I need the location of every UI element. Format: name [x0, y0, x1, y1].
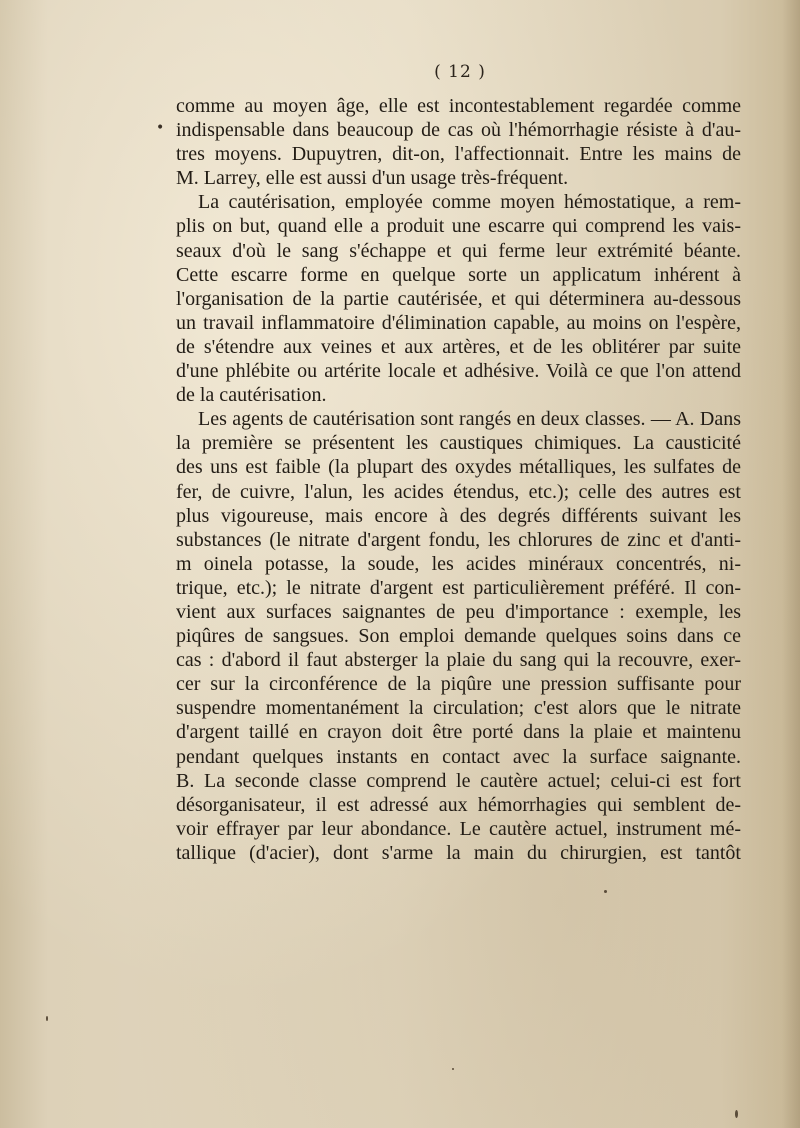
text-line: substances (le nitrate d'argent fondu, les chlorures de zinc et d'anti- — [176, 528, 741, 551]
text-line: voir effrayer par leur abondance. Le cautère actuel, instrument mé- — [176, 817, 741, 840]
text-line: comme au moyen âge, elle est incontestablement regardée comme — [176, 95, 741, 117]
text-line: La cautérisation, employée comme moyen hémostatique, a rem- — [198, 191, 741, 214]
text-line: l'organisation de la partie cautérisée, et qui déterminera au-dessous — [176, 287, 741, 310]
text-line: seaux d'où le sang s'échappe et qui ferme leur extrémité béante. — [176, 239, 741, 262]
text-line: pendant quelques instants en contact avec la surface saignante. — [176, 745, 741, 768]
paper-speck — [46, 1016, 48, 1021]
page-number: ( 12 ) — [434, 62, 486, 82]
text-line: plis on but, quand elle a produit une escarre qui comprend les vais- — [176, 215, 741, 238]
text-line: d'une phlébite ou artérite locale et adhésive. Voilà ce que l'on attend — [176, 360, 741, 383]
text-line: B. La seconde classe comprend le cautère actuel; celui-ci est fort — [176, 769, 741, 792]
paper-speck — [604, 890, 607, 893]
text-line: d'argent taillé en crayon doit être porté dans la plaie et maintenu — [176, 721, 741, 744]
paper-speck — [452, 1068, 454, 1070]
text-line: des uns est faible (la plupart des oxydes métalliques, les sulfates de — [176, 456, 741, 479]
text-line: désorganisateur, il est adressé aux hémorrhagies qui semblent de- — [176, 793, 741, 816]
text-line: cas : d'abord il faut absterger la plaie du sang qui la recouvre, exer- — [176, 649, 741, 672]
text-line: de s'étendre aux veines et aux artères, et de les oblitérer par suite — [176, 335, 741, 358]
page-edge-shadow — [782, 0, 800, 1128]
text-line: la première se présentent les caustiques chimiques. La causticité — [176, 432, 741, 455]
text-line: tres moyens. Dupuytren, dit-on, l'affectionnait. Entre les mains de — [176, 143, 741, 166]
text-line: indispensable dans beaucoup de cas où l'hémorrhagie résiste à d'au- — [176, 119, 741, 142]
text-line: tallique (d'acier), dont s'arme la main du chirurgien, est tantôt — [176, 841, 741, 864]
text-line: trique, etc.); le nitrate d'argent est particulièrement préféré. Il con- — [176, 576, 741, 599]
paper-speck — [735, 1110, 738, 1118]
text-line: un travail inflammatoire d'élimination capable, au moins on l'espère, — [176, 311, 741, 334]
margin-bullet: • — [156, 120, 165, 136]
body-text — [176, 94, 741, 865]
text-line: fer, de cuivre, l'alun, les acides étendus, etc.); celle des autres est — [176, 480, 741, 503]
text-line: M. Larrey, elle est aussi d'un usage très-fréquent. — [176, 167, 569, 190]
text-line: Les agents de cautérisation sont rangés en deux classes. — A. Dans — [198, 408, 741, 431]
text-line: Cette escarre forme en quelque sorte un applicatum inhérent à — [176, 263, 741, 286]
text-line: cer sur la circonférence de la piqûre une pression suffisante pour — [176, 673, 741, 696]
text-line: vient aux surfaces saignantes de peu d'importance : exemple, les — [176, 600, 741, 623]
text-line: piqûres de sangsues. Son emploi demande quelques soins dans ce — [176, 625, 741, 648]
text-line: plus vigoureuse, mais encore à des degrés différents suivant les — [176, 504, 741, 527]
text-line: suspendre momentanément la circulation; c'est alors que le nitrate — [176, 697, 741, 720]
text-line: m oinela potasse, la soude, les acides minéraux concentrés, ni- — [176, 552, 741, 575]
text-line: de la cautérisation. — [176, 384, 327, 407]
